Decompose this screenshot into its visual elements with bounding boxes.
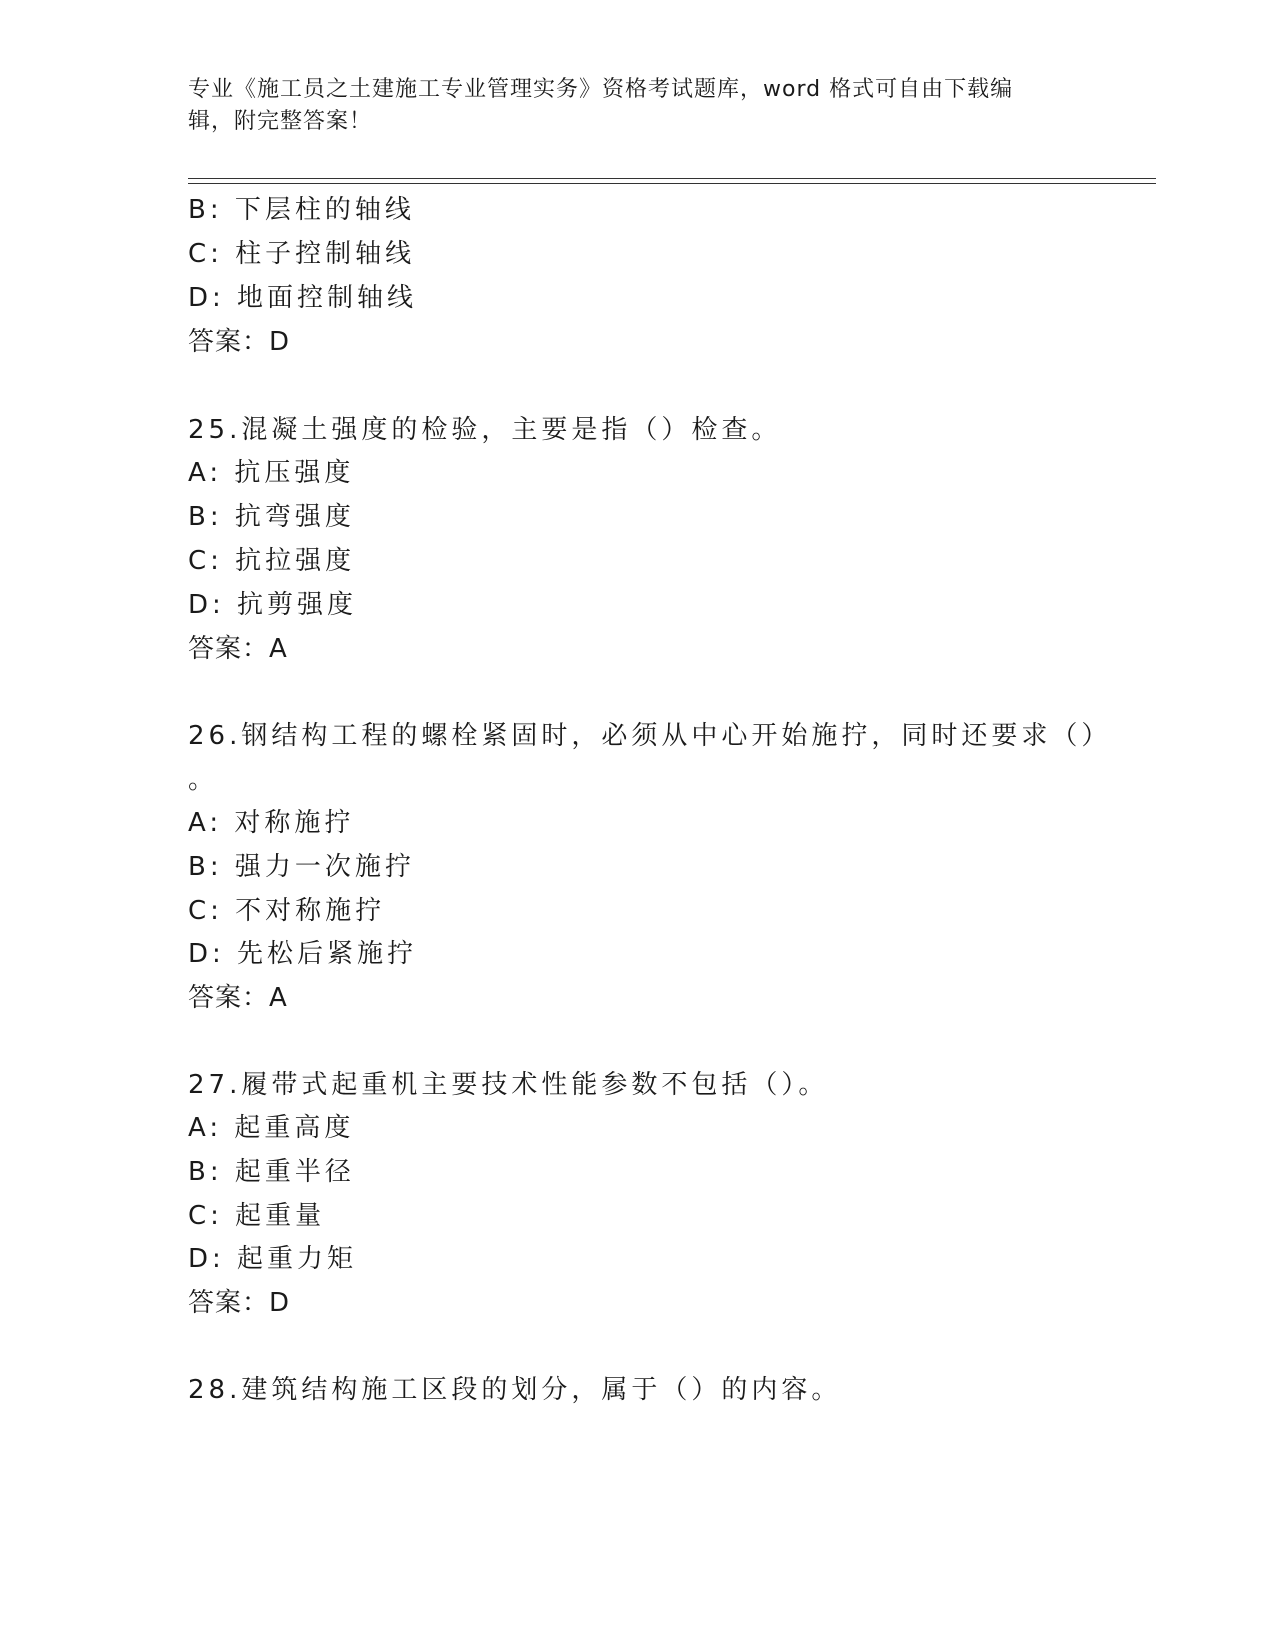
q26-option-b: B: 强力一次施拧 xyxy=(188,852,415,882)
document-header xyxy=(188,74,1088,138)
q27-option-d: D: 起重力矩 xyxy=(188,1244,358,1274)
q26-answer: 答案：A xyxy=(188,983,288,1013)
q27-option-c: C: 起重量 xyxy=(188,1201,326,1231)
header-rule-bottom xyxy=(188,183,1156,184)
q24-option-d: D: 地面控制轴线 xyxy=(188,283,418,313)
q25-option-c: C: 抗拉强度 xyxy=(188,546,356,576)
q27-question: 27.履带式起重机主要技术性能参数不包括（）。 xyxy=(188,1070,829,1100)
q26-option-a: A: 对称施拧 xyxy=(188,808,355,838)
q25-question: 25.混凝土强度的检验，主要是指（）检查。 xyxy=(188,415,782,445)
q26-option-c: C: 不对称施拧 xyxy=(188,896,386,926)
q26-option-d: D: 先松后紧施拧 xyxy=(188,939,418,969)
q26-question-line-1: 26.钢结构工程的螺栓紧固时，必须从中心开始施拧，同时还要求（） xyxy=(188,721,1112,751)
q25-option-a: A: 抗压强度 xyxy=(188,458,355,488)
q25-option-b: B: 抗弯强度 xyxy=(188,502,355,532)
q24-option-b: B: 下层柱的轴线 xyxy=(188,195,415,225)
header-line-1: 专业《施工员之土建施工专业管理实务》资格考试题库，word 格式可自由下载编 xyxy=(188,77,1014,102)
q28-question: 28.建筑结构施工区段的划分，属于（）的内容。 xyxy=(188,1375,842,1405)
q26-question-line-2: 。 xyxy=(188,765,219,795)
q27-option-b: B: 起重半径 xyxy=(188,1157,355,1187)
q24-answer: 答案：D xyxy=(188,327,291,357)
q27-answer: 答案：D xyxy=(188,1288,291,1318)
header-line-2: 辑，附完整答案！ xyxy=(188,109,373,134)
header-rule-top xyxy=(188,178,1156,179)
q25-answer: 答案：A xyxy=(188,634,288,664)
q24-option-c: C: 柱子控制轴线 xyxy=(188,239,416,269)
q25-option-d: D: 抗剪强度 xyxy=(188,590,358,620)
q27-option-a: A: 起重高度 xyxy=(188,1113,355,1143)
